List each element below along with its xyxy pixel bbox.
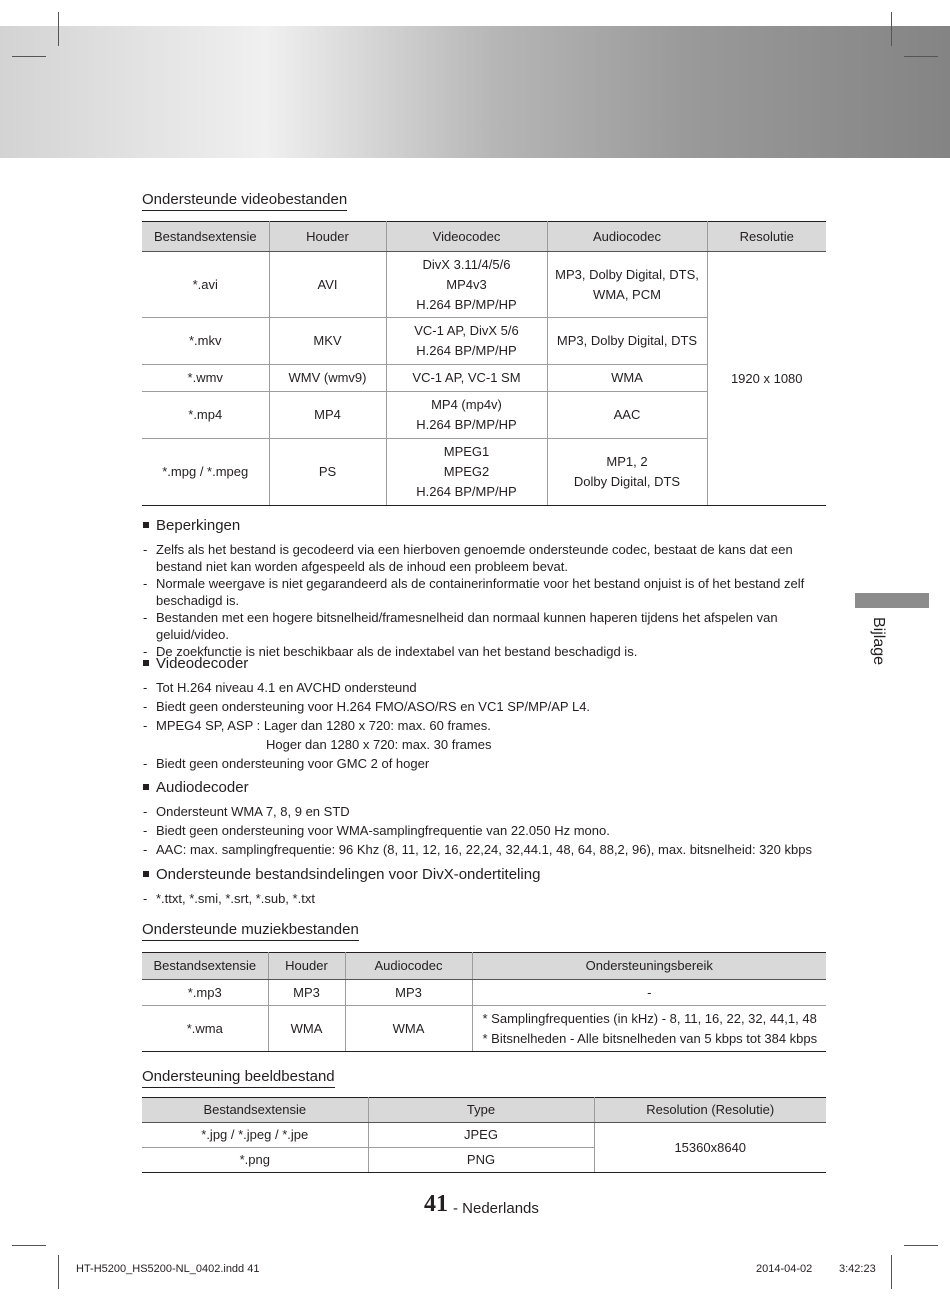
table-row (142, 980, 826, 1006)
column-header: Audiocodec (547, 222, 707, 252)
cell-audio-codec: MP3, Dolby Digital, DTS, WMA, PCM (547, 252, 707, 318)
video-table (142, 221, 826, 506)
cell-audio-codec: AAC (547, 392, 707, 439)
cell-ext: *.png (142, 1148, 368, 1173)
list-item: - Biedt geen ondersteuning voor WMA-samplingfrequentie van 22.050 Hz mono. (142, 822, 832, 839)
column-header: Ondersteuningsbereik (472, 953, 826, 980)
restrictions-heading: Beperkingen (142, 516, 832, 536)
column-header: Resolution (Resolutie) (594, 1098, 826, 1123)
crop-mark (904, 1245, 938, 1246)
video-section-title: Ondersteunde videobestanden (142, 191, 347, 211)
image-section-title: Ondersteuning beeldbestand (142, 1068, 335, 1088)
crop-mark (891, 12, 892, 46)
cell-audio-codec: MP1, 2 Dolby Digital, DTS (547, 439, 707, 506)
column-header: Bestandsextensie (142, 953, 268, 980)
cell-ext: *.mpg / *.mpeg (142, 439, 269, 506)
cell-codec: WMA (345, 1006, 472, 1052)
video-decoder-heading: Videodecoder (142, 654, 832, 674)
slug-time: 3:42:23 (839, 1263, 876, 1275)
table-row (142, 1006, 826, 1052)
cell-ext: *.mp4 (142, 392, 269, 439)
list-item: - Bestanden met een hogere bitsnelheid/framesnelheid dan normaal kunnen haperen tijdens het afspelen van geluid/video. (142, 609, 832, 643)
cell-video-codec: MPEG1 MPEG2 H.264 BP/MP/HP (386, 439, 547, 506)
crop-mark (12, 56, 46, 57)
cell-container: WMV (wmv9) (269, 365, 386, 392)
subtitles-heading: Ondersteunde bestandsindelingen voor DivX-ondertiteling (142, 865, 832, 885)
crop-mark (58, 1255, 59, 1289)
column-header: Bestandsextensie (142, 1098, 368, 1123)
image-table (142, 1097, 826, 1173)
column-header: Type (368, 1098, 594, 1123)
cell-container: AVI (269, 252, 386, 318)
page-number: 41 (424, 1191, 448, 1217)
restrictions-block (142, 516, 832, 660)
side-tab (855, 593, 929, 608)
crop-mark (891, 1255, 892, 1289)
crop-mark (58, 12, 59, 46)
cell-resolution: 15360x8640 (594, 1123, 826, 1173)
audio-decoder-block (142, 778, 832, 858)
column-header: Houder (268, 953, 345, 980)
cell-container: MP3 (268, 980, 345, 1006)
column-header: Houder (269, 222, 386, 252)
music-section-title: Ondersteunde muziekbestanden (142, 921, 359, 941)
slug-date: 2014-04-02 (756, 1263, 813, 1275)
page-language: - Nederlands (453, 1200, 539, 1217)
cell-container: MKV (269, 318, 386, 365)
list-item: - MPEG4 SP, ASP : Lager dan 1280 x 720: max. 60 frames. (142, 717, 832, 734)
cell-ext: *.jpg / *.jpeg / *.jpe (142, 1123, 368, 1148)
cell-container: WMA (268, 1006, 345, 1052)
list-item: - Biedt geen ondersteuning voor H.264 FMO/ASO/RS en VC1 SP/MP/AP L4. (142, 698, 832, 715)
header-banner (0, 26, 950, 158)
cell-container: MP4 (269, 392, 386, 439)
list-item: - Zelfs als het bestand is gecodeerd via een hierboven genoemde ondersteunde codec, bestaat de kans dat een bestand niet kan worden afgespeeld als de inhoud een probleem bevat. (142, 541, 832, 575)
table-row (142, 252, 826, 318)
audio-decoder-heading: Audiodecoder (142, 778, 832, 798)
cell-type: JPEG (368, 1123, 594, 1148)
cell-video-codec: MP4 (mp4v) H.264 BP/MP/HP (386, 392, 547, 439)
list-item: - De zoekfunctie is niet beschikbaar als de indextabel van het bestand beschadigd is. (142, 643, 832, 660)
cell-audio-codec: MP3, Dolby Digital, DTS (547, 318, 707, 365)
list-item: - *.ttxt, *.smi, *.srt, *.sub, *.txt (142, 890, 832, 907)
cell-audio-codec: WMA (547, 365, 707, 392)
cell-ext: *.wmv (142, 365, 269, 392)
list-item-continuation: Hoger dan 1280 x 720: max. 30 frames (266, 737, 492, 752)
cell-codec: MP3 (345, 980, 472, 1006)
video-decoder-block (142, 654, 832, 772)
crop-mark (12, 1245, 46, 1246)
cell-video-codec: DivX 3.11/4/5/6 MP4v3 H.264 BP/MP/HP (386, 252, 547, 318)
cell-ext: *.mkv (142, 318, 269, 365)
cell-range: - (472, 980, 826, 1006)
cell-container: PS (269, 439, 386, 506)
subtitles-block (142, 865, 832, 907)
cell-ext: *.wma (142, 1006, 268, 1052)
cell-ext: *.avi (142, 252, 269, 318)
list-item: - Normale weergave is niet gegarandeerd als de containerinformatie voor het bestand onjuist is of het bestand zelf beschadigd is. (142, 575, 832, 609)
list-item: - Ondersteunt WMA 7, 8, 9 en STD (142, 803, 832, 820)
music-table (142, 952, 826, 1052)
list-item: - AAC: max. samplingfrequentie: 96 Khz (8, 11, 12, 16, 22,24, 32,44.1, 48, 64, 88,2, 96), max. bitsnelheid: 320 kbps (142, 841, 832, 858)
cell-video-codec: VC-1 AP, DivX 5/6 H.264 BP/MP/HP (386, 318, 547, 365)
table-row (142, 1123, 826, 1148)
column-header: Audiocodec (345, 953, 472, 980)
column-header: Videocodec (386, 222, 547, 252)
cell-resolution: 1920 x 1080 (707, 252, 826, 506)
crop-mark (904, 56, 938, 57)
list-item: - Tot H.264 niveau 4.1 en AVCHD ondersteund (142, 679, 832, 696)
cell-range: * Samplingfrequenties (in kHz) - 8, 11, 16, 22, 32, 44,1, 48 * Bitsnelheden - Alle bitsnelheden van 5 kbps tot 384 kbps (472, 1006, 826, 1052)
side-tab-label: Bijlage (870, 616, 887, 666)
column-header: Bestandsextensie (142, 222, 269, 252)
cell-video-codec: VC-1 AP, VC-1 SM (386, 365, 547, 392)
list-item: - Biedt geen ondersteuning voor GMC 2 of hoger (142, 755, 832, 772)
column-header: Resolutie (707, 222, 826, 252)
slug-file: HT-H5200_HS5200-NL_0402.indd 41 (76, 1263, 260, 1275)
cell-ext: *.mp3 (142, 980, 268, 1006)
cell-type: PNG (368, 1148, 594, 1173)
